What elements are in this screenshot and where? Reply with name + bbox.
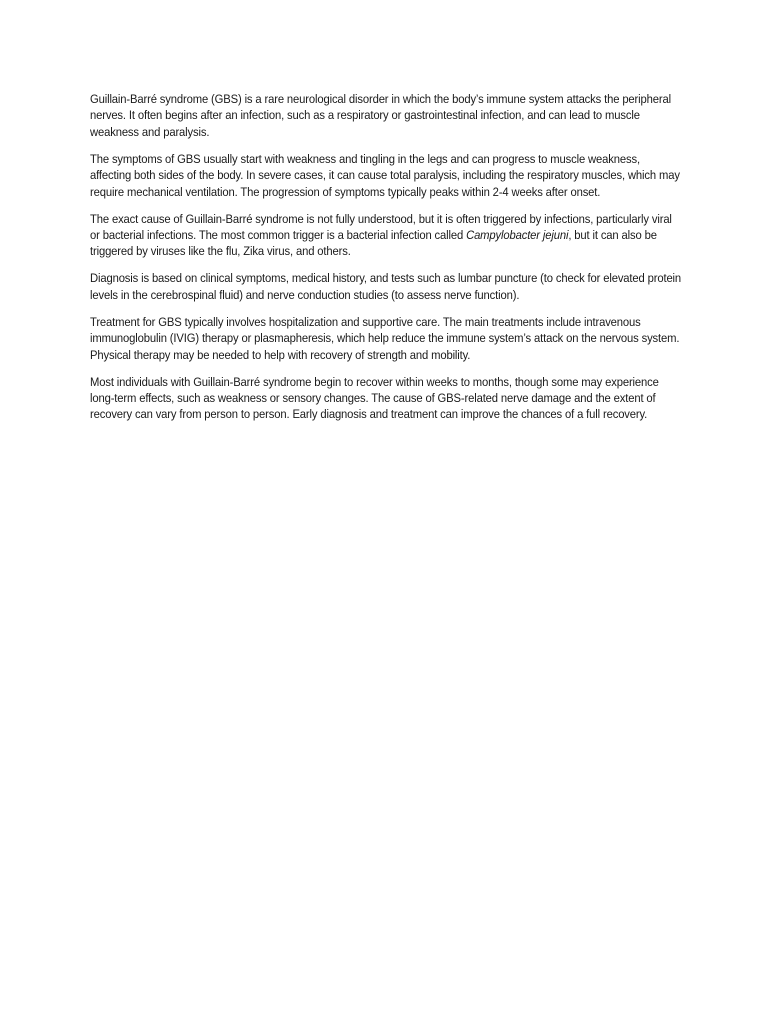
paragraph-text: The symptoms of GBS usually start with weakness and tingling in the legs and can progress to muscle weakness, affecting both sides of the body. In severe cases, it can cause total paralysis, including the respiratory muscles, which may require mechanical ventilation. The progression of symptoms typically peaks within 2-4 weeks after onset. [90, 151, 680, 199]
document-body [90, 91, 682, 433]
paragraph-prognosis [90, 374, 681, 423]
paragraph-causes [90, 211, 681, 260]
paragraph-text: Most individuals with Guillain-Barré syndrome begin to recover within weeks to months, though some may experience long-term effects, such as weakness or sensory changes. The cause of GBS-related nerve damage and the extent of recovery can vary from person to person. Early diagnosis and treatment can improve the chances of a full recovery. [90, 374, 659, 422]
paragraph-text: , but it can also be triggered by viruses like the flu, Zika virus, and others. [90, 228, 657, 259]
pathogen-name: Campylobacter jejuni [466, 228, 569, 243]
paragraph-text: Diagnosis is based on clinical symptoms, medical history, and tests such as lumbar puncture (to check for elevated protein levels in the cerebrospinal fluid) and nerve conduction studies (to assess nerve function). [90, 271, 682, 302]
paragraph-text: Guillain-Barré syndrome (GBS) is a rare neurological disorder in which the body’s immune system attacks the peripheral nerves. It often begins after an infection, such as a respiratory or gastrointestinal infection, and can lead to muscle weakness and paralysis. [90, 92, 671, 139]
paragraph-text: The exact cause of Guillain-Barré syndrome is not fully understood, but it is often triggered by infections, particularly viral or bacterial infections. The most common trigger is a bacterial infection called [90, 211, 672, 243]
paragraph-diagnosis [90, 270, 681, 303]
paragraph-symptoms [90, 151, 681, 200]
paragraph-gbs-definition [90, 91, 681, 140]
paragraph-treatment [90, 314, 681, 363]
paragraph-text: Treatment for GBS typically involves hospitalization and supportive care. The main treatments include intravenous immunoglobulin (IVIG) therapy or plasmapheresis, which help reduce the immune system’s attack on the nervous system. Physical therapy may be needed to help with recovery of strength and mobility. [90, 314, 680, 362]
